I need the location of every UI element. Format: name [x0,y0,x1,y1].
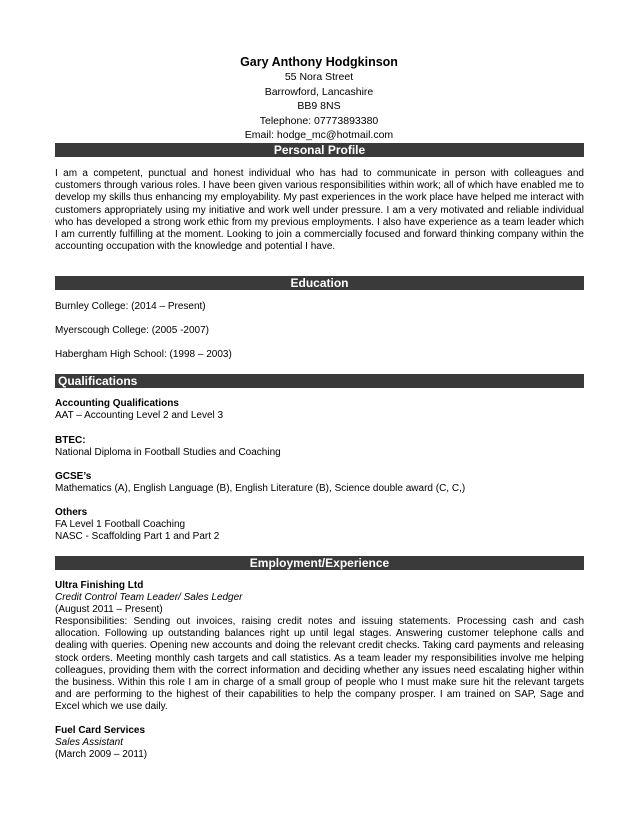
job-role: Credit Control Team Leader/ Sales Ledger [55,592,243,603]
job-dates: (August 2011 – Present) [55,604,163,615]
section-heading-qualifications: Qualifications [55,374,584,388]
education-item: Habergham High School: (1998 – 2003) [55,349,232,360]
qualification-line: FA Level 1 Football Coaching [55,519,186,530]
section-heading-employment: Employment/Experience [55,556,584,570]
profile-text: I am a competent, punctual and honest individual who has had to communicate in person with colleagues and customers through various roles. I have been given various responsibilities within work; all of which have enabled me to develop my skills thus enhancing my employability. My past experiences in the work place have helped me interact with customers appropriately using my initiative and work well under pressure. I am a very motivated and reliable individual who has developed a strong work ethic from my previous employments. I also have experience as a team leader which I am currently fulfilling at the moment. Looking to join a commercially focused and forward thinking company within the accounting occupation with the knowledge and potential I have. [55,168,584,253]
job-responsibilities: Responsibilities: Sending out invoices, raising credit notes and issuing statements. Processing cash and cash allocation. Following up outstanding balances right up until legal stages. Answering customer telephone calls and dealing with queries. Opening new accounts and doing the relevant credit checks. Taking card payments and releasing stock orders. Meeting monthly cash targets and call statistics. As a team leader my responsibilities involve me helping colleagues, providing them with the correct information and deciding whether any issues need escalating higher within the business. Within this role I am in charge of a small group of people who I must make sure hit the relevant targets and are performing to the highest of their capabilities to help the company prosper. I am trained on SAP, Sage and Excel which we use daily. [55,616,584,713]
education-item: Burnley College: (2014 – Present) [55,301,206,312]
telephone: Telephone: 07773893380 [259,114,379,127]
qualification-title: Others [55,507,88,518]
qualification-line: AAT – Accounting Level 2 and Level 3 [55,410,224,421]
section-heading-profile: Personal Profile [55,143,584,157]
qualification-line: NASC - Scaffolding Part 1 and Part 2 [55,531,220,542]
email: Email: hodge_mc@hotmail.com [244,129,394,141]
qualification-title: Accounting Qualifications [55,398,179,409]
job-role: Sales Assistant [55,737,123,748]
qualification-title: GCSE’s [55,471,92,482]
qualification-title: BTEC: [55,435,86,446]
job-dates: (March 2009 – 2011) [55,749,148,760]
address-town: Barrowford, Lancashire [264,85,374,98]
job-company: Ultra Finishing Ltd [55,580,144,591]
address-street: 55 Nora Street [284,71,354,83]
candidate-name: Gary Anthony Hodgkinson [240,55,398,69]
contact-header [0,55,638,143]
section-heading-education: Education [55,276,584,290]
address-postcode: BB9 8NS [297,100,341,112]
education-item: Myerscough College: (2005 -2007) [55,325,209,336]
qualification-line: Mathematics (A), English Language (B), English Literature (B), Science double award (C, C,) [55,483,466,494]
job-company: Fuel Card Services [55,725,146,736]
qualification-line: National Diploma in Football Studies and Coaching [55,447,281,458]
